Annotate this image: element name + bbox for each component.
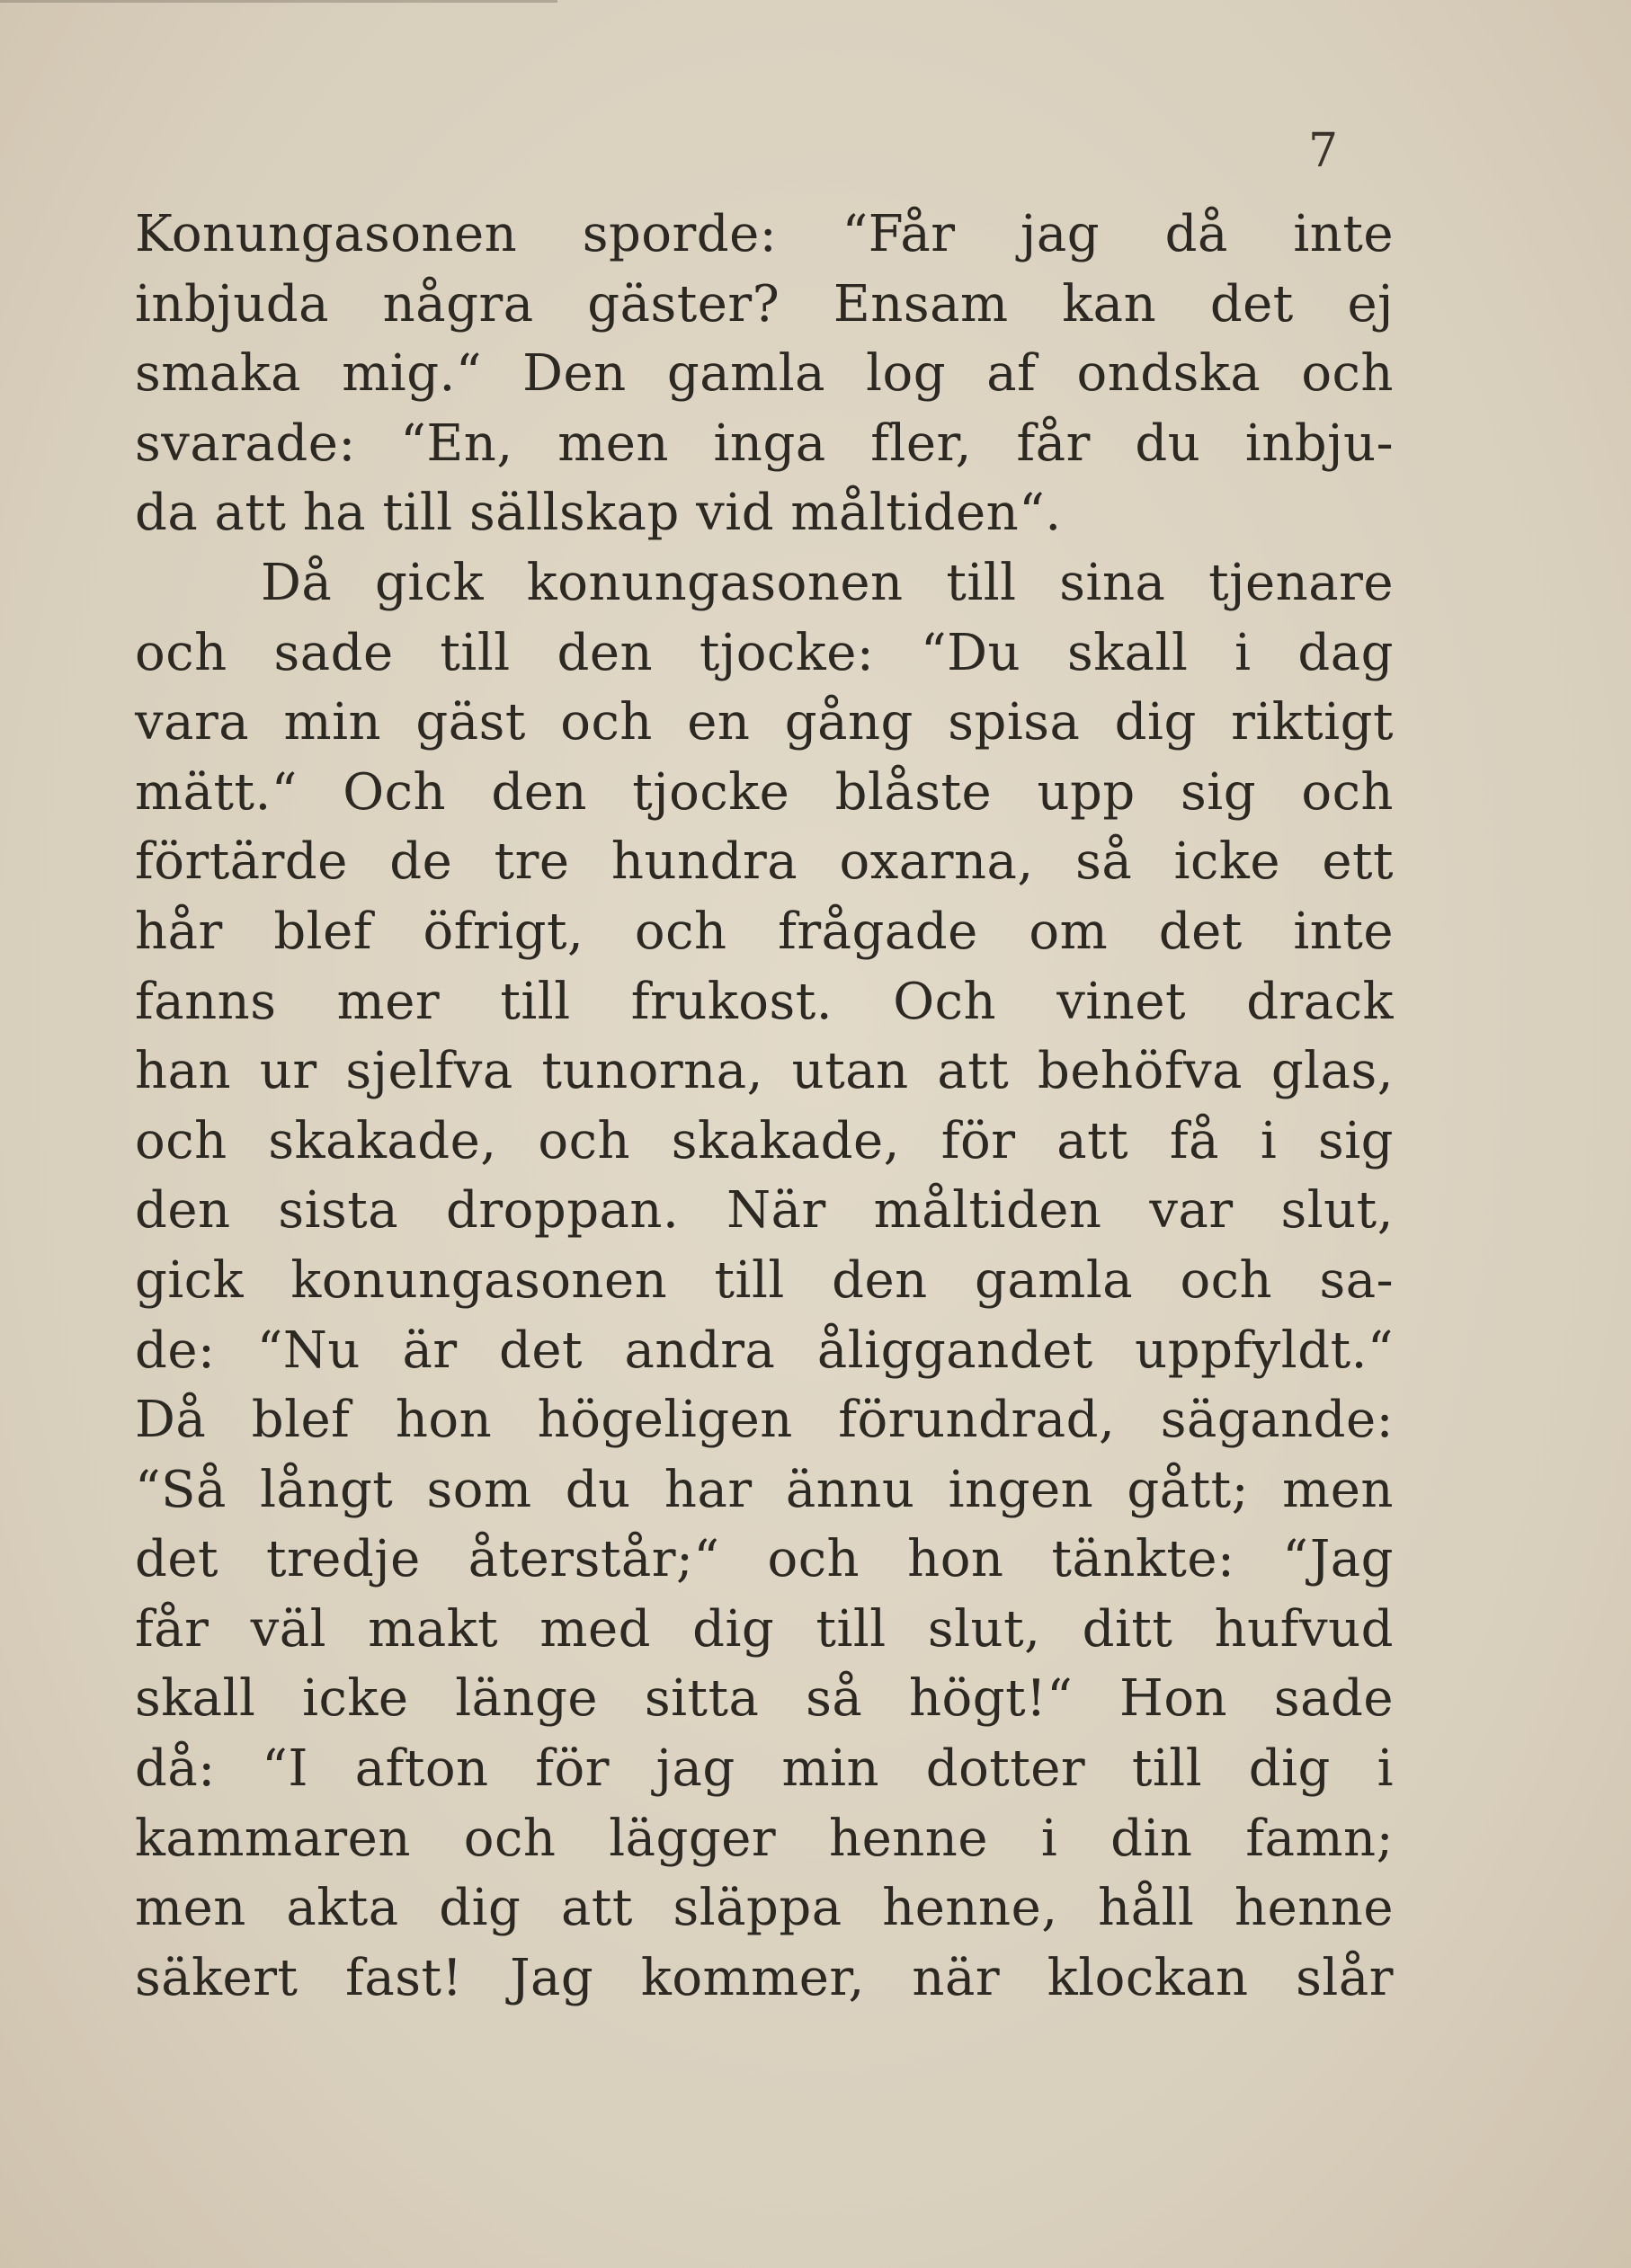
- text-line: da att ha till sällskap vid måltiden“.: [135, 484, 1062, 543]
- text-line: får väl makt med dig till slut, ditt hufvud: [135, 1599, 1394, 1659]
- text-line: svarade: “En, men inga fler, får du inbju-: [135, 414, 1394, 473]
- text-line: den sista droppan. När måltiden var slut,: [135, 1181, 1394, 1241]
- top-rule: [0, 0, 557, 3]
- text-line: inbjuda några gäster? Ensam kan det ej: [135, 274, 1394, 334]
- text-line: och skakade, och skakade, för att få i sig: [135, 1111, 1394, 1170]
- text-line: gick konungasonen till den gamla och sa-: [135, 1250, 1394, 1310]
- text-line: “Så långt som du har ännu ingen gått; men: [135, 1460, 1394, 1519]
- text-line: Då gick konungasonen till sina tjenare: [261, 553, 1394, 612]
- text-line: Då blef hon högeligen förundrad, sägande:: [135, 1391, 1394, 1450]
- text-line: kammaren och lägger henne i din famn;: [135, 1809, 1394, 1868]
- text-line: det tredje återstår;“ och hon tänkte: “Jag: [135, 1530, 1394, 1589]
- text-line: de: “Nu är det andra åliggandet uppfyldt.“: [135, 1321, 1394, 1380]
- text-line: smaka mig.“ Den gamla log af ondska och: [135, 344, 1394, 404]
- text-line: skall icke länge sitta så högt!“ Hon sade: [135, 1669, 1394, 1729]
- text-line: förtärde de tre hundra oxarna, så icke ett: [135, 832, 1394, 892]
- text-line: då: “I afton för jag min dotter till dig i: [135, 1739, 1394, 1799]
- text-line: och sade till den tjocke: “Du skall i dag: [135, 623, 1394, 682]
- body-text: [135, 200, 1394, 2013]
- text-line: men akta dig att släppa henne, håll henne: [135, 1879, 1394, 1938]
- text-line: han ur sjelfva tunorna, utan att behöfva glas,: [135, 1042, 1394, 1101]
- text-line: vara min gäst och en gång spisa dig riktigt: [135, 693, 1394, 752]
- text-line: Konungasonen sporde: “Får jag då inte: [135, 205, 1394, 263]
- text-line: säkert fast! Jag kommer, när klockan slår: [135, 1948, 1394, 2007]
- text-line: hår blef öfrigt, och frågade om det inte: [135, 902, 1394, 961]
- text-line: fanns mer till frukost. Och vinet drack: [135, 972, 1394, 1031]
- page-number: 7: [1308, 124, 1339, 178]
- text-line: mätt.“ Och den tjocke blåste upp sig och: [135, 762, 1394, 822]
